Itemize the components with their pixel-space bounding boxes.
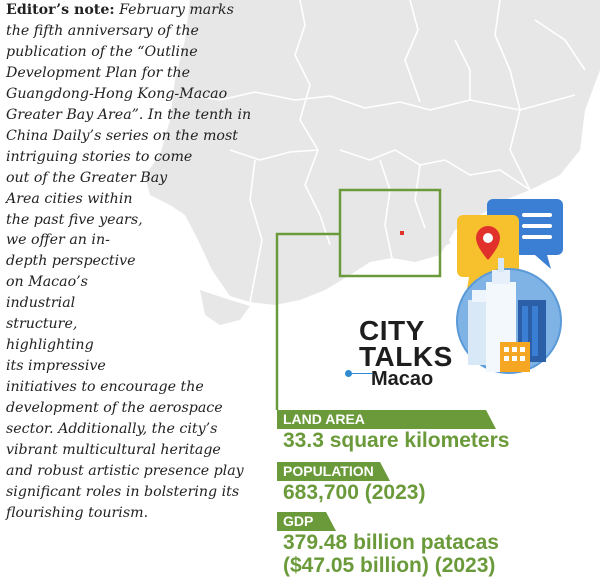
editors-note-line: its impressive [6,358,106,375]
city-talks-title-line-1: CITY [359,315,425,346]
editors-note-line: highlighting [6,337,94,354]
gdp-value-line-2: ($47.05 billion) (2023) [283,554,496,577]
editors-note-line: sector. Additionally, the city’s [6,421,218,438]
editors-note-line: initiatives to encourage the [6,379,204,396]
editors-note-line: the fifth anniversary of the [6,22,199,39]
editors-note-lead: Editor’s note: [6,2,115,18]
editors-note-line: depth perspective [6,253,136,270]
editors-note-line: industrial [6,295,76,312]
gdp-label: GDP [283,513,314,529]
editors-note-line: the past five years, [6,211,143,228]
city-name: Macao [371,368,434,390]
editors-note-line: flourishing tourism. [6,504,149,521]
editors-note-line: we offer an in- [6,232,110,249]
editors-note-line: Development Plan for the [6,64,191,81]
editors-note-line: significant roles in bolstering its [6,483,240,500]
editors-note-line: and robust artistic presence play [6,462,244,479]
city-talks-title-line-2: TALKS [359,341,453,372]
land-area-label: LAND AREA [283,411,365,427]
editors-note-line: intriguing stories to come [6,148,193,165]
editors-note [6,0,266,524]
editors-note-line: Greater Bay Area”. In the tenth in [6,106,252,123]
editors-note-line: on Macao’s [6,274,88,291]
editors-note-line: structure, [6,316,78,333]
editors-note-line: publication of the “Outline [6,43,198,60]
macao-marker [400,231,404,235]
editors-note-line: development of the aerospace [6,400,223,417]
population-value: 683,700 (2023) [283,481,426,504]
editors-note-line: Guangdong-Hong Kong-Macao [6,85,228,102]
population-label: POPULATION [283,463,374,479]
editors-note-line: Area cities within [6,190,133,207]
gdp-value-line-1: 379.48 billion patacas [283,531,499,554]
land-area-value: 33.3 square kilometers [283,429,510,452]
editors-note-line: China Daily’s series on the most [6,127,238,144]
city-talks-title [359,315,453,372]
city-bullet-line [350,373,372,374]
editors-note-line: out of the Greater Bay [6,169,168,186]
editors-note-line: vibrant multicultural heritage [6,442,221,459]
editors-note-line-1: Editor’s note: February marks [6,2,234,18]
